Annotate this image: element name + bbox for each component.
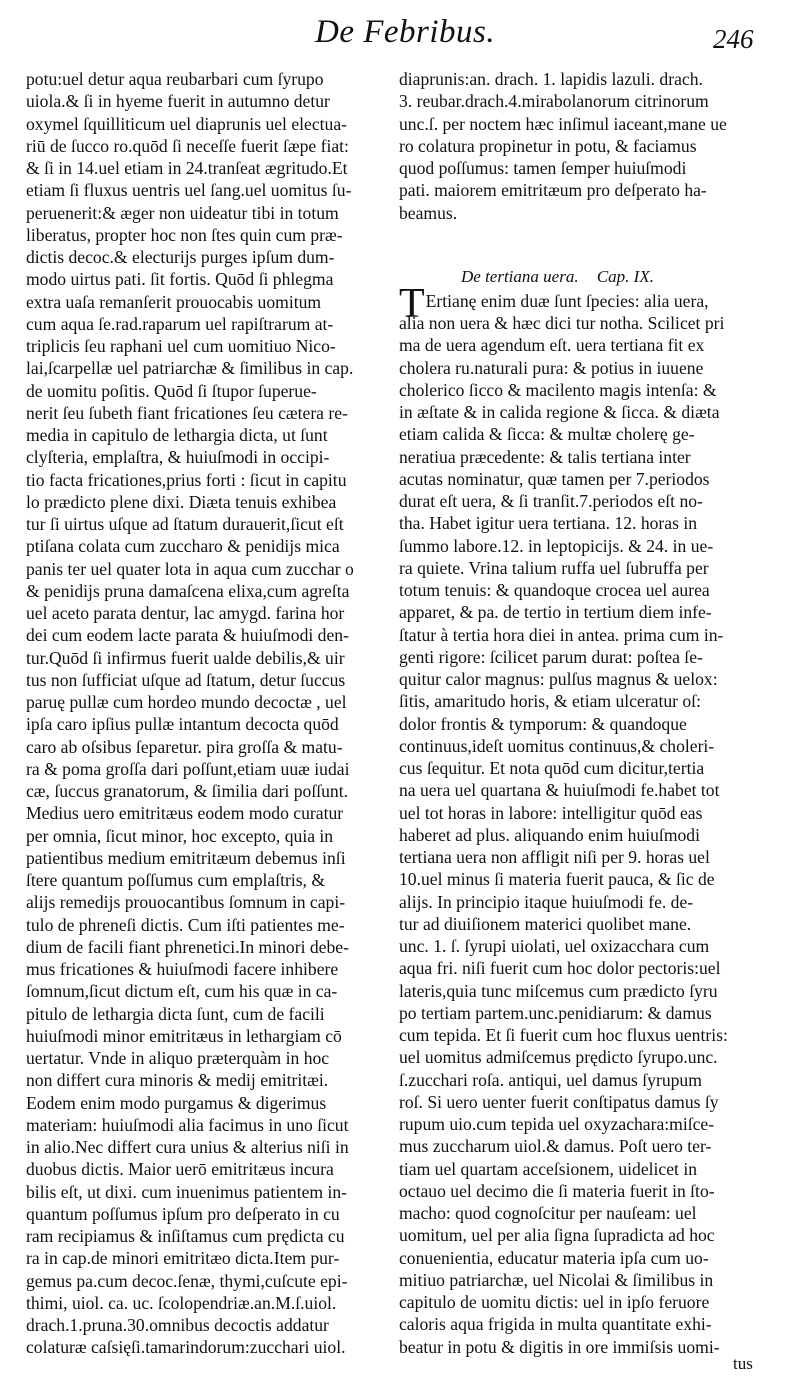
text-line: po tertiam partem.unc.penidiarum: & damus: [399, 1002, 712, 1023]
text-line: panis ter uel quater lota in aqua cum zucchar o: [26, 558, 354, 579]
text-line: nerit ſeu ſubeth fiant fricationes ſeu cætera re-: [26, 402, 348, 423]
text-line: tha. Habet igitur uera tertiana. 12. horas in: [399, 513, 698, 534]
text-line: in alio.Nec differt cura unius & alterius niſi in: [26, 1137, 349, 1157]
text-line: macho: quod cognoſcitur per nauſeam: uel: [399, 1203, 697, 1223]
text-line: ſ.zucchari roſa. antiqui, uel damus ſyrupum: [399, 1069, 702, 1090]
text-line: ra in cap.de minori emitritæo dicta.Item pur-: [26, 1248, 340, 1269]
text-line: uel aceto parata dentur, lac amygd. farina hor: [26, 603, 345, 623]
text-line: lai,ſcarpellæ uel patriarchæ & ſimilibus in cap.: [26, 358, 354, 379]
chapter-heading: [399, 264, 777, 290]
text-line: alijs remedijs prouocantibus ſomnum in capi-: [26, 892, 346, 913]
text-line: caloris aqua frigida in multa quantitate exhi-: [399, 1314, 712, 1335]
text-line: quod poſſumus: tamen ſemper huiuſmodi: [399, 158, 687, 178]
text-line: octauo uel decimo die ſi materia fuerit in ſto-: [399, 1180, 715, 1201]
spacer: [399, 224, 777, 264]
text-line: Eodem enim modo purgamus & digerimus: [26, 1092, 327, 1113]
text-line: neratiua præcedente: & talis tertiana inter: [399, 446, 691, 467]
running-title: De Febribus.: [315, 14, 496, 50]
text-line: etiam ſi fluxus uentris uel ſang.uel uomitus ſu-: [26, 180, 352, 201]
text-line: mus zuccharum uiol.& damus. Poſt uero ter-: [399, 1136, 712, 1157]
text-line: clyſteria, emplaſtra, & huiuſmodi in occipi-: [26, 447, 330, 468]
text-line: cus ſequitur. Et nota quōd cum dicitur,tertia: [399, 758, 705, 778]
text-line: alijs. In principio itaque huiuſmodi fe. de-: [399, 891, 694, 912]
text-line: dolor frontis & tymporum: & quandoque: [399, 713, 687, 734]
text-line: 10.uel minus ſi materia fuerit pauca, & ſic de: [399, 869, 715, 890]
text-line: roſ. Si uero uenter fuerit conſtipatus damus ſy: [399, 1091, 719, 1112]
text-line: 3. reubar.drach.4.mirabolanorum citrinorum: [399, 91, 709, 112]
text-line: lateris,quia tunc miſcemus cum prædicto ſyru: [399, 980, 718, 1001]
text-line: ſtatur à tertia hora diei in antea. prima cum in-: [399, 624, 724, 645]
text-line: uomitum, uel per alia ſigna ſupradicta ad hoc: [399, 1225, 715, 1246]
text-line: beatur in potu & digitis in ore immiſsis uomi-: [399, 1336, 720, 1357]
chapter-title: De tertiana uera.: [461, 266, 579, 286]
right-column-body-text: [399, 334, 777, 1358]
text-line: mus fricationes & huiuſmodi facere inhibere: [26, 959, 339, 979]
text-line: uel tot horas in labore: intelligitur quōd eas: [399, 802, 703, 823]
text-line: tur.Quōd ſi infirmus fuerit ualde debilis,& uir: [26, 647, 345, 668]
text-line: huiuſmodi minor emitritæus in lethargiam cō: [26, 1025, 342, 1046]
text-line: rupum uio.cum tepida uel oxyzachara:miſce-: [399, 1114, 715, 1134]
text-line: ſtere quantum poſſumus cum emplaſtris, &: [26, 870, 326, 890]
text-line: diaprunis:an. drach. 1. lapidis lazuli. drach.: [399, 69, 703, 89]
text-line: ſomnum,ſicut dictum eſt, cum his quæ in ca-: [26, 981, 338, 1002]
text-line: riū de ſucco ro.quōd ſi neceſſe fuerit ſæpe fiat:: [26, 135, 349, 156]
text-line: alia non uera & hæc dici tur notha. Scilicet pri: [399, 313, 725, 333]
text-line: paruę pullæ cum hordeo mundo decoctæ , uel: [26, 692, 347, 712]
text-line: non differt cura minoris & medij emitritæi.: [26, 1070, 329, 1091]
text-line: tio facta fricationes,prius forti : ſicut in capitu: [26, 469, 347, 490]
text-line: ſummo labore.12. in leptopicijs. & 24. in ue-: [399, 535, 714, 556]
text-line: conuenientia, educatur materia ipſa cum uo-: [399, 1247, 709, 1268]
text-line: tertiana uera non affligit niſi per 9. horas uel: [399, 847, 710, 867]
text-line: in æſtate & in calida regione & ſicca. & diæta: [399, 402, 720, 422]
text-line: etiam calida & ſicca: & multæ cholerę ge-: [399, 424, 695, 445]
text-line: per omnia, ſicut minor, hoc excepto, quia in: [26, 825, 334, 846]
left-column: [26, 68, 398, 1359]
text-line: oxymel ſquilliticum uel diaprunis uel electua-: [26, 113, 348, 134]
text-line: cum tepida. Et ſi fuerit cum hoc fluxus uentris:: [399, 1025, 728, 1045]
text-line: pitulo de lethargia dicta ſunt, cum de facili: [26, 1003, 325, 1024]
catchword: tus: [733, 1354, 753, 1373]
text-line: cæ, ſuccus granatorum, & ſimilia dari poſſunt.: [26, 781, 348, 801]
text-line: triplicis ſeu raphani uel cum uomitiuo Nico-: [26, 336, 336, 356]
text-line: ram recipiamus & inſiſtamus cum prędicta cu: [26, 1226, 345, 1246]
text-line: pati. maiorem emitritæum pro deſperato ha-: [399, 180, 707, 201]
text-line: durat eſt uera, & ſi tranſit.7.periodos eſt no-: [399, 491, 703, 511]
text-line: drach.1.pruna.30.omnibus decoctis addatur: [26, 1315, 329, 1335]
text-line: peruenerit:& æger non uideatur tibi in totum: [26, 202, 339, 223]
text-line: patientibus medium emitritæum debemus inſi: [26, 847, 346, 868]
text-line: haberet ad plus. aliquando enim huiuſmodi: [399, 824, 700, 845]
page-number: 246: [713, 24, 754, 54]
text-line: ma de uera agendum eſt. uera tertiana fit ex: [399, 335, 705, 356]
text-line: modo uirtus pati. ſit fortis. Quōd ſi phlegma: [26, 269, 334, 290]
text-line: extra uaſa remanſerit prouocabis uomitum: [26, 291, 322, 312]
text-line: dei cum eodem lacte parata & huiuſmodi den-: [26, 625, 349, 646]
text-line: colaturæ caſsięſi.tamarindorum:zucchari uiol.: [26, 1337, 346, 1358]
text-line: quantum poſſumus ipſum pro deſperato in cu: [26, 1203, 340, 1224]
text-line: cum aqua ſe.rad.raparum uel rapiſtrarum at-: [26, 313, 334, 334]
text-line: ipſa caro ipſius pullæ intantum decocta quōd: [26, 714, 339, 735]
text-line: apparet, & pa. de tertio in tertium diem infe-: [399, 602, 712, 623]
text-line: thimi, uiol. ca. uc. ſcolopendriæ.an.M.ſ.uiol.: [26, 1292, 337, 1313]
text-line: tur ſi uirtus uſque ad ſtatum durauerit,ſicut eſt: [26, 514, 344, 534]
text-line: tur ad diuiſionem materici quolibet mane.: [399, 913, 692, 934]
running-head: [0, 14, 800, 60]
text-line: ptiſana colata cum zuccharo & penidijs mica: [26, 536, 340, 557]
text-line: ra quiete. Vrina talium ruffa uel ſubruffa per: [399, 557, 709, 578]
text-line: materiam: huiuſmodi alia facimus in uno ſicut: [26, 1114, 349, 1135]
text-line: beamus.: [399, 202, 458, 223]
text-line: cholera ru.naturali pura: & potius in iuuene: [399, 357, 704, 378]
text-line: ro colatura propinetur in potu, & faciamus: [399, 135, 697, 156]
text-line: uiola.& ſi in hyeme fuerit in autumno detur: [26, 91, 330, 112]
text-line: gemus pa.cum decoc.ſenæ, thymi,cuſcute epi-: [26, 1270, 348, 1291]
text-line: aqua fri. niſi fuerit cum hoc dolor pectoris:uel: [399, 958, 721, 979]
text-line: ſitis, amaritudo horis, & etiam ulceratur oſ:: [399, 691, 701, 712]
text-line: & ſi in 14.uel etiam in 24.tranſeat ægritudo.Et: [26, 158, 348, 178]
chapter-number: Cap. IX.: [596, 266, 654, 286]
text-line: continuus,ideſt uomitus continuus,& choleri-: [399, 735, 715, 756]
text-line: cholerico ſicco & macilento magis intenſa: &: [399, 379, 717, 400]
text-line: tus non ſufficiat uſque ad ſtatum, detur ſuccus: [26, 669, 346, 690]
text-line: na uera uel quartana & huiuſmodi fe.habet tot: [399, 780, 720, 801]
text-line: tiam uel quartam acceſsionem, uidelicet in: [399, 1158, 698, 1179]
text-line: duobus dictis. Maior uerō emitritæus incura: [26, 1159, 334, 1180]
text-line: mitiuo patriarchæ, uel Nicolai & ſimilibus in: [399, 1269, 714, 1290]
text-line: de uomitu poſitis. Quōd ſi ſtupor ſuperue-: [26, 380, 317, 401]
right-column: [399, 68, 777, 1358]
text-line: uertatur. Vnde in aliquo præterquàm in hoc: [26, 1048, 330, 1068]
text-line: ra & poma groſſa dari poſſunt,etiam uuæ iudai: [26, 758, 350, 779]
text-line: unc.ſ. per noctem hæc inſimul iaceant,mane ue: [399, 113, 727, 134]
text-line: media in capitulo de lethargia dicta, ut ſunt: [26, 425, 328, 445]
text-line: dium de facili fiant phrenetici.In minori debe-: [26, 936, 349, 957]
text-line: Medius uero emitritæus eodem modo curatur: [26, 803, 344, 824]
text-line: dictis decoc.& electurijs purges ipſum dum-: [26, 247, 335, 267]
text-line: uel uomitus admiſcemus prędicto ſyrupo.unc.: [399, 1047, 718, 1068]
text-line: capitulo de uomitu dictis: uel in ipſo feruore: [399, 1292, 710, 1312]
text-line: caro ab oſsibus ſeparetur. pira groſſa & matu-: [26, 736, 343, 757]
text-line: acutas nominatur, quæ tamen per 7.periodos: [399, 468, 710, 489]
text-line: liberatus, propter hoc non ſtes quin cum præ-: [26, 224, 343, 245]
text-line: & penidijs pruna damaſcena elixa,cum agreſta: [26, 580, 350, 601]
text-line: lo prædicto plene dixi. Diæta tenuis exhibea: [26, 491, 337, 512]
text-line: unc. 1. ſ. ſyrupi uiolati, uel oxizacchara cum: [399, 936, 710, 956]
text-line: totum tenuis: & quandoque crocea uel aurea: [399, 580, 710, 600]
right-column-top-text: [399, 68, 777, 224]
text-line: quitur calor magnus: pulſus magnus & uelox:: [399, 669, 718, 689]
text-line: bilis eſt, ut dixi. cum inuenimus patientem in-: [26, 1181, 348, 1202]
text-line: potu:uel detur aqua reubarbari cum ſyrupo: [26, 69, 324, 89]
drop-cap-line-text: Ertianę enim duæ ſunt ſpecies: alia uera,: [425, 290, 709, 311]
text-line: genti rigore: ſcilicet parum durat: poſtea ſe-: [399, 646, 703, 667]
text-line: tulo de phreneſi dictis. Cum iſti patientes me-: [26, 914, 345, 935]
drop-cap: T: [399, 280, 425, 327]
